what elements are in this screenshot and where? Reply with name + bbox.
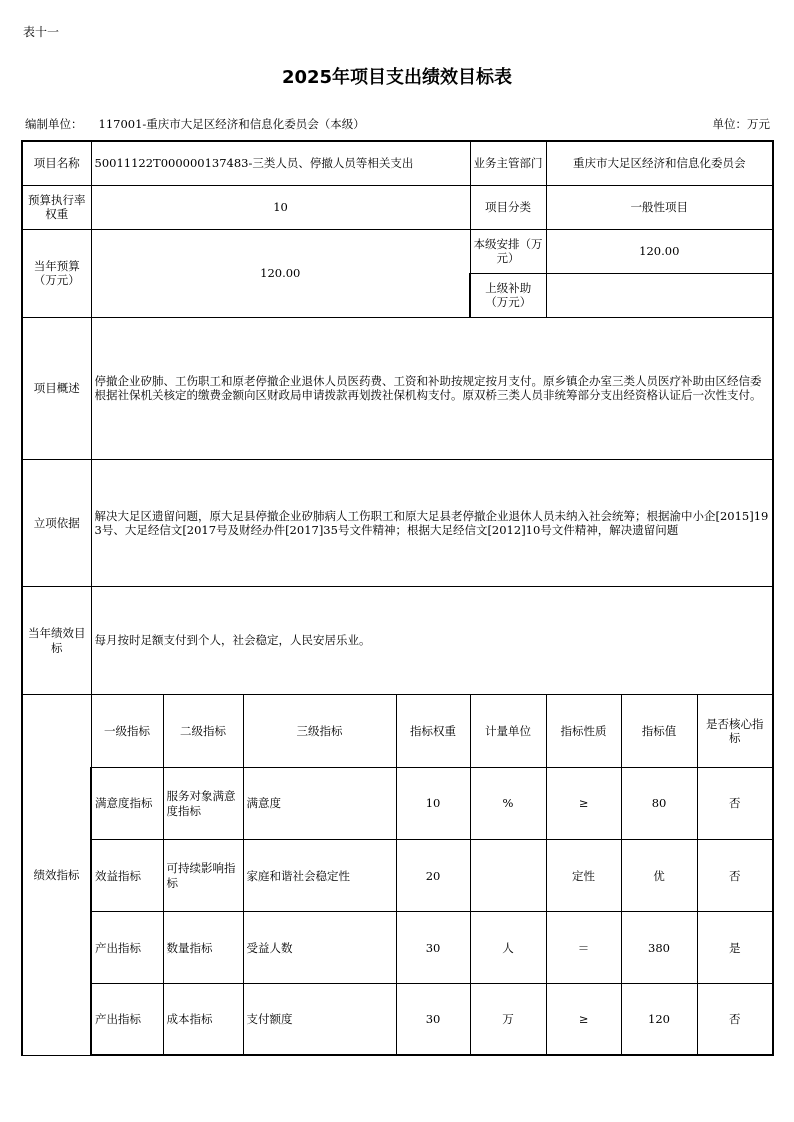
- table-row: [22, 984, 773, 1055]
- value-cell: 80: [621, 768, 697, 840]
- local-label: 本级安排（万元）: [470, 229, 546, 273]
- compiling-unit: [25, 116, 365, 132]
- page-title: 2025年项目支出绩效目标表: [281, 67, 513, 88]
- local-value: 120.00: [546, 229, 773, 273]
- table-row: [22, 912, 773, 984]
- level1-cell: 满意度指标: [91, 768, 163, 840]
- nature-cell: ＝: [546, 912, 621, 984]
- exec-rate-label: 预算执行率权重: [22, 185, 91, 229]
- value-cell: 优: [621, 840, 697, 912]
- level3-cell: 支付额度: [243, 984, 396, 1055]
- level3-cell: 受益人数: [243, 912, 396, 984]
- goal-text: 每月按时足额支付到个人，社会稳定，人民安居乐业。: [91, 586, 773, 694]
- level2-cell: 可持续影响指标: [163, 840, 243, 912]
- nature-cell: ≥: [546, 984, 621, 1055]
- table-row: [22, 840, 773, 912]
- core-cell: 否: [697, 768, 773, 840]
- row-exec-rate: [22, 185, 773, 229]
- upper-value: [546, 273, 773, 317]
- budget-value: 120.00: [91, 229, 470, 317]
- table-row: [22, 768, 773, 840]
- budget-label: 当年预算（万元）: [22, 229, 91, 317]
- header-core: 是否核心指标: [697, 695, 773, 768]
- header-level3: 三级指标: [243, 695, 396, 768]
- compiling-unit-label: 编制单位：: [25, 117, 83, 131]
- basis-label: 立项依据: [22, 459, 91, 586]
- core-cell: 否: [697, 984, 773, 1055]
- header-nature: 指标性质: [546, 695, 621, 768]
- level3-cell: 满意度: [243, 768, 396, 840]
- level1-cell: 产出指标: [91, 984, 163, 1055]
- project-name-value: 50011122T000000137483-三类人员、停撤人员等相关支出: [91, 141, 470, 185]
- weight-cell: 30: [396, 984, 470, 1055]
- unit-cell: [470, 840, 546, 912]
- basis-text: 解决大足区遗留问题，原大足县停撤企业矽肺病人工伤职工和原大足县老停撤企业退休人员未纳入社会统筹；根据渝中小企[2015]193号、大足经信文[2017号及财经办件[2017]35号文件精神；根据大足经信文[2012]10号文件精神，解决遗留问题: [91, 459, 773, 586]
- category-value: 一般性项目: [546, 185, 773, 229]
- header-value: 指标值: [621, 695, 697, 768]
- nature-cell: ≥: [546, 768, 621, 840]
- dept-value: 重庆市大足区经济和信息化委员会: [546, 141, 773, 185]
- dept-label: 业务主管部门: [470, 141, 546, 185]
- level2-cell: 成本指标: [163, 984, 243, 1055]
- header-weight: 指标权重: [396, 695, 470, 768]
- level2-cell: 数量指标: [163, 912, 243, 984]
- indicators-label: 绩效指标: [22, 695, 91, 1055]
- goal-label: 当年绩效目标: [22, 586, 91, 694]
- header-level2: 二级指标: [163, 695, 243, 768]
- unit-cell: 人: [470, 912, 546, 984]
- weight-cell: 10: [396, 768, 470, 840]
- overview-label: 项目概述: [22, 317, 91, 459]
- performance-table: [21, 140, 774, 1056]
- unit-cell: %: [470, 768, 546, 840]
- level3-cell: 家庭和谐社会稳定性: [243, 840, 396, 912]
- value-cell: 120: [621, 984, 697, 1055]
- row-overview: [22, 317, 773, 459]
- nature-cell: 定性: [546, 840, 621, 912]
- exec-rate-value: 10: [91, 185, 470, 229]
- meta-row: [25, 116, 770, 132]
- level2-cell: 服务对象满意度指标: [163, 768, 243, 840]
- value-cell: 380: [621, 912, 697, 984]
- unit-cell: 万: [470, 984, 546, 1055]
- row-basis: [22, 459, 773, 586]
- weight-cell: 20: [396, 840, 470, 912]
- compiling-unit-value: 117001-重庆市大足区经济和信息化委员会（本级）: [98, 117, 365, 131]
- indicator-header-row: [22, 695, 773, 768]
- level1-cell: 产出指标: [91, 912, 163, 984]
- overview-text: 停撤企业矽肺、工伤职工和原老停撤企业退休人员医药费、工资和补助按规定按月支付。原乡镇企办室三类人员医疗补助由区经信委根据社保机关核定的缴费金额向区财政局申请拨款再划拨社保机构支付。原双桥三类人员非统筹部分支出经资格认证后一次性支付。: [91, 317, 773, 459]
- header-unit: 计量单位: [470, 695, 546, 768]
- weight-cell: 30: [396, 912, 470, 984]
- currency-unit: 单位：万元: [712, 117, 770, 131]
- row-goal: [22, 586, 773, 694]
- category-label: 项目分类: [470, 185, 546, 229]
- header-level1: 一级指标: [91, 695, 163, 768]
- level1-cell: 效益指标: [91, 840, 163, 912]
- row-project-name: [22, 141, 773, 185]
- upper-label: 上级补助（万元）: [470, 273, 546, 317]
- sheet-tag: 表十一: [23, 25, 60, 39]
- core-cell: 否: [697, 840, 773, 912]
- row-budget: [22, 229, 773, 273]
- project-name-label: 项目名称: [22, 141, 91, 185]
- core-cell: 是: [697, 912, 773, 984]
